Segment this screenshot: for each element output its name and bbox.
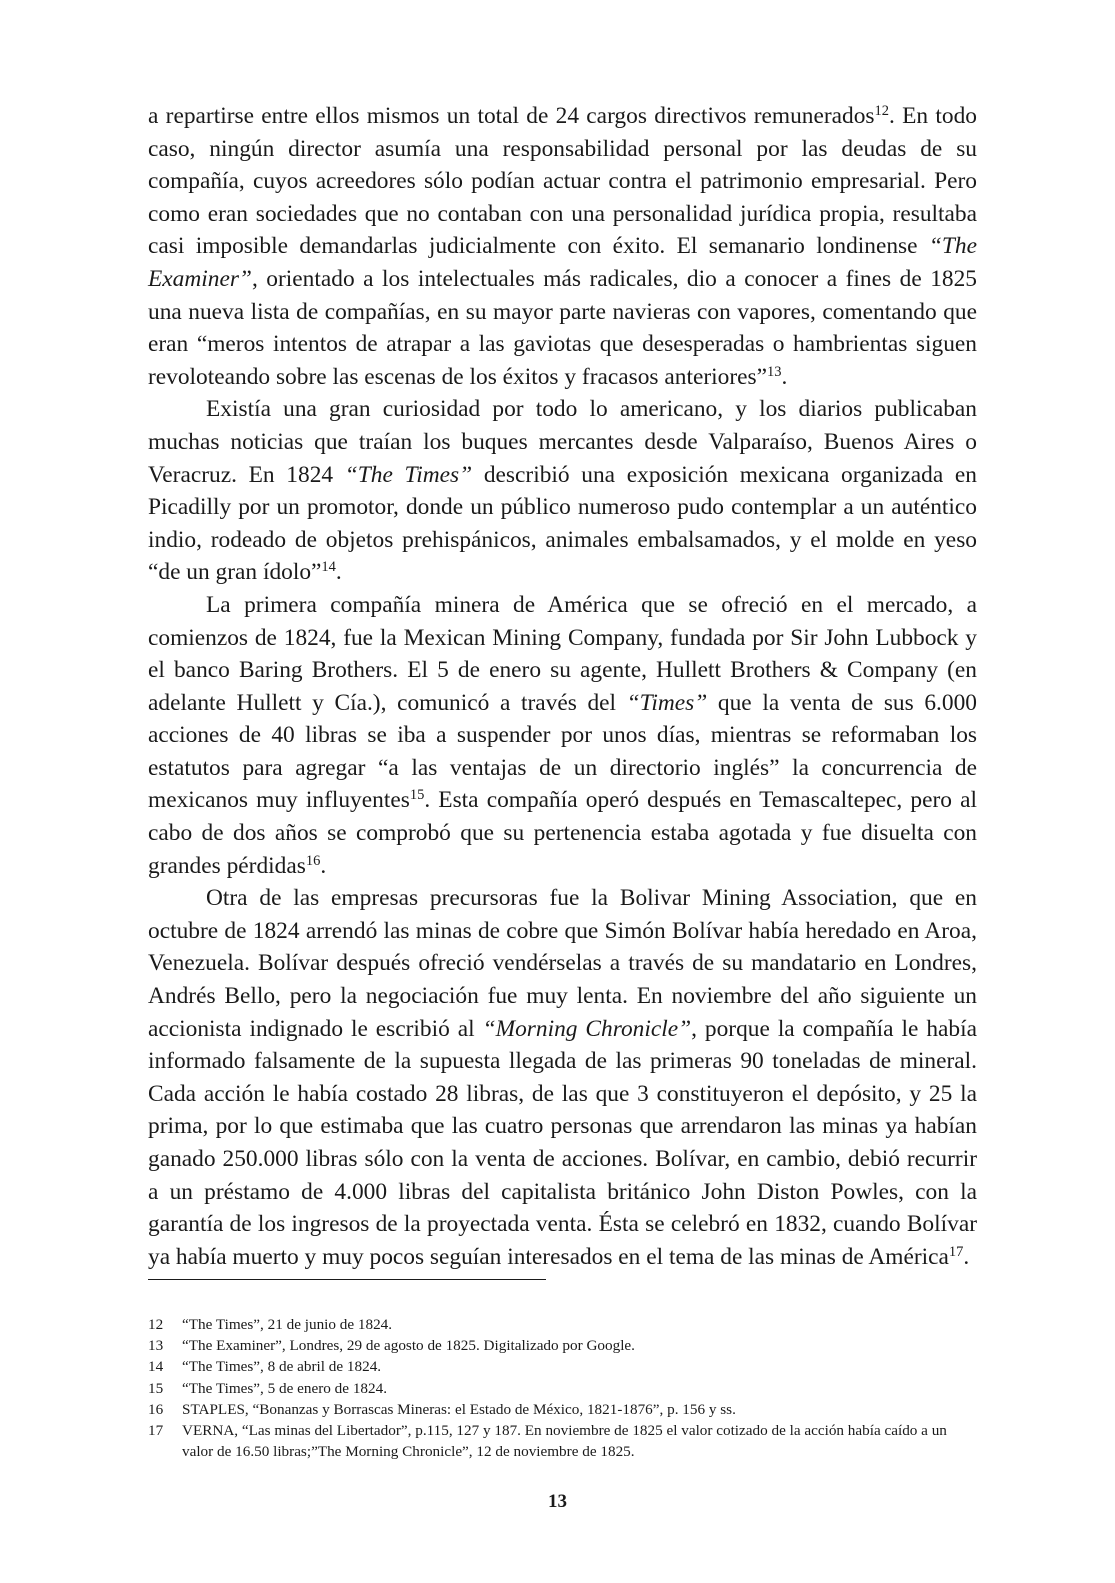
footnote-text: “The Times”, 8 de abril de 1824. <box>182 1358 382 1376</box>
italic-title: “The Times” <box>344 461 473 488</box>
italic-title: “Morning Chronicle” <box>482 1015 692 1042</box>
text-run: Existía una gran curiosidad por todo lo americano, y los diarios publicaban muchas noticias que traían los buques mercantes desde Valparaíso, Buenos Aires o Veracruz. En 1824 <box>148 396 977 488</box>
paragraph <box>148 589 977 882</box>
footnote-reference: 13 <box>766 363 782 380</box>
footnote-text: “The Examiner”, Londres, 29 de agosto de 1825. Digitalizado por Google. <box>182 1337 635 1355</box>
footnote-text: VERNA, “Las minas del Libertador”, p.115, 127 y 187. En noviembre de 1825 el valor cotizado de la acción había caído a un valor de 16.50 libras;”The Morning Chronicle”, 12 de noviembre de 1825. <box>182 1422 947 1461</box>
text-run: . <box>320 852 327 879</box>
footnotes <box>148 1314 977 1462</box>
footnote-reference: 14 <box>321 559 336 576</box>
text-run: . <box>963 1243 970 1270</box>
italic-title: “Times” <box>626 689 708 716</box>
page-number: 13 <box>548 1491 567 1512</box>
text-run: , orientado a los intelectuales más radicales, dio a conocer a fines de 1825 una nueva lista de compañías, en su mayor parte navieras con vapores, comentando que eran “meros intentos de atrapar a las gaviotas que desesperadas o hambrientas siguen revoloteando sobre las escenas de los éxitos y fracasos anteriores” <box>148 265 977 390</box>
text-run: que la venta de sus 6.000 acciones de 40 libras se iba a suspender por unos días, mientras se reformaban los estatutos para agregar “a las ventajas de un directorio inglés” la concurrencia de mexicanos muy influyentes <box>148 689 977 814</box>
footnote <box>148 1399 977 1420</box>
footnote <box>148 1378 977 1399</box>
text-run: , porque la compañía le había informado falsamente de la supuesta llegada de las primeras 90 toneladas de mineral. Cada acción le había costado 28 libras, de las que 3 constituyeron el depósito, y 25 la prima, por lo que estimaba que las cuatro personas que arrendaron las minas ya habían ganado 250.000 libras sólo con la venta de acciones. Bolívar, en cambio, debió recurrir a un préstamo de 4.000 libras del capitalista británico John Diston Powles, con la garantía de los ingresos de la proyectada venta. Ésta se celebró en 1832, cuando Bolívar ya había muerto y muy pocos seguían interesados en el tema de las minas de América <box>148 1015 977 1270</box>
paragraph <box>148 882 977 1273</box>
text-run: . Esta compañía operó después en Temascaltepec, pero al cabo de dos años se comprobó que su pertenencia estaba agotada y fue disuelta con grandes pérdidas <box>148 787 977 879</box>
footnote-number: 13 <box>148 1337 164 1355</box>
footnote-text: “The Times”, 5 de enero de 1824. <box>182 1379 387 1397</box>
text-run: . En todo caso, ningún director asumía una responsabilidad personal por las deudas de su compañía, cuyos acreedores sólo podían actuar contra el patrimonio empresarial. Pero como eran sociedades que no contaban con una personalidad jurídica propia, resultaba casi imposible demandarlas judicialmente con éxito. El semanario londinense <box>148 103 977 260</box>
footnote <box>148 1356 977 1377</box>
body-text <box>148 100 977 1273</box>
footnote-reference: 16 <box>305 852 321 869</box>
footnote <box>148 1335 977 1356</box>
paragraph <box>148 393 977 589</box>
footnote-reference: 17 <box>948 1243 964 1260</box>
text-run: describió una exposición mexicana organizada en Picadilly por un promotor, donde un público numeroso pudo contemplar a un auténtico indio, rodeado de objetos prehispánicos, animales embalsamados, y el molde en yeso “de un gran ídolo” <box>148 461 977 586</box>
text-run: . <box>335 559 342 586</box>
footnote-number: 17 <box>148 1422 164 1440</box>
paragraph <box>148 100 977 393</box>
footnote-text: “The Times”, 21 de junio de 1824. <box>182 1316 393 1333</box>
footnote-number: 12 <box>148 1316 164 1333</box>
footnote-number: 15 <box>148 1379 164 1397</box>
text-run: a repartirse entre ellos mismos un total de 24 cargos directivos remunerados <box>148 103 875 129</box>
footnote-text: STAPLES, “Bonanzas y Borrascas Mineras: el Estado de México, 1821-1876”, p. 156 y ss. <box>182 1400 736 1418</box>
text-run: La primera compañía minera de América que se ofreció en el mercado, a comienzos de 1824, fue la Mexican Mining Company, fundada por Sir John Lubbock y el banco Baring Brothers. El 5 de enero su agente, Hullett Brothers & Company (en adelante Hullett y Cía.), comunicó a través del <box>148 591 977 716</box>
footnote-number: 16 <box>148 1400 164 1418</box>
footnote <box>148 1314 977 1335</box>
text-run: . <box>781 363 788 390</box>
text-run: Otra de las empresas precursoras fue la Bolivar Mining Association, que en octubre de 1824 arrendó las minas de cobre que Simón Bolívar había heredado en Aroa, Venezuela. Bolívar después ofreció vendérselas a través de su mandatario en Londres, Andrés Bello, pero la negociación fue muy lenta. En noviembre del año siguiente un accionista indignado le escribió al <box>148 885 977 1042</box>
footnote-reference: 15 <box>409 787 425 804</box>
footnote-separator <box>148 1279 546 1280</box>
footnote-reference: 12 <box>874 103 890 120</box>
footnote-number: 14 <box>148 1358 164 1376</box>
footnote <box>148 1420 977 1462</box>
italic-title: “The Examiner” <box>148 233 977 292</box>
